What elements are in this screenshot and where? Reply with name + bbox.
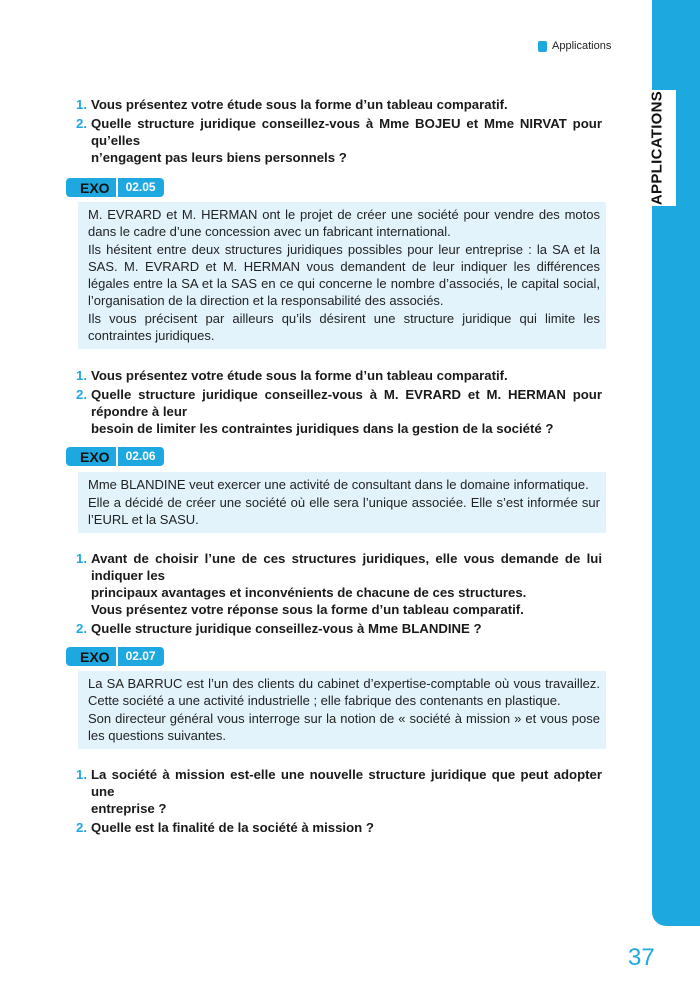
side-tab-label (638, 90, 676, 206)
question-list-0207 (76, 766, 602, 838)
question-number: 1. (76, 767, 87, 782)
question-number: 1. (76, 551, 87, 566)
statement-paragraph: Ils vous précisent par ailleurs qu’ils désirent une structure juridique qui limite les contraintes juridiques. (88, 311, 600, 343)
exo-code: 02.06 (116, 447, 164, 466)
question-number: 2. (76, 116, 87, 131)
statement-paragraph: Elle a décidé de créer une société où elle sera l’unique associée. Elle s’est informée sur l’EURL et la SASU. (88, 495, 600, 527)
question-text (91, 386, 602, 437)
statement-paragraph: Son directeur général vous interroge sur la notion de « société à mission » et vous pose les questions suivantes. (88, 711, 600, 743)
exo-heading-0207 (66, 647, 164, 666)
question-line: Vous présentez votre réponse sous la forme d’un tableau comparatif. (91, 602, 524, 617)
question-line: Quelle structure juridique conseillez-vous à Mme BOJEU et Mme NIRVAT pour qu’elles (91, 116, 602, 148)
exo-label: EXO (66, 447, 116, 466)
exo-statement-0205 (78, 202, 606, 349)
question-number: 2. (76, 820, 87, 835)
question-item (76, 550, 602, 618)
question-number: 1. (76, 368, 87, 383)
exo-statement-0206 (78, 472, 606, 533)
question-number: 2. (76, 387, 87, 402)
header-marker-icon (538, 41, 547, 52)
page-number: 37 (628, 944, 655, 971)
question-item (76, 386, 602, 437)
question-number: 1. (76, 97, 87, 112)
question-line: besoin de limiter les contraintes juridiques dans la gestion de la société ? (91, 421, 554, 436)
question-text (91, 550, 602, 618)
exo-code: 02.07 (116, 647, 164, 666)
question-item (76, 819, 602, 836)
statement-paragraph: M. EVRARD et M. HERMAN ont le projet de créer une société pour vendre des motos dans le cadre d’une concession avec un fabricant international. (88, 207, 600, 239)
exo-label: EXO (66, 178, 116, 197)
question-list-intro (76, 96, 602, 168)
exo-heading-0205 (66, 178, 164, 197)
question-number: 2. (76, 621, 87, 636)
question-text: Quelle est la finalité de la société à mission ? (91, 820, 374, 835)
question-line: Avant de choisir l’une de ces structures juridiques, elle vous demande de lui indiquer les (91, 551, 602, 583)
question-list-0205 (76, 367, 602, 439)
question-line: principaux avantages et inconvénients de chacune de ces structures. (91, 585, 527, 600)
question-line: Quelle structure juridique conseillez-vous à M. EVRARD et M. HERMAN pour répondre à leur (91, 387, 602, 419)
question-text: Quelle structure juridique conseillez-vous à Mme BLANDINE ? (91, 621, 482, 636)
exo-statement-0207 (78, 671, 606, 749)
header-label: Applications (552, 40, 612, 52)
statement-paragraph: Ils hésitent entre deux structures juridiques possibles pour leur entreprise : la SA et la SAS. M. EVRARD et M. HERMAN vous demandent de leur indiquer les différences légales entre la SA et la SAS en ce qui concerne le nombre d’associés, le capital social, l’organisation de la direction et la responsabilité des associés. (88, 242, 600, 308)
statement-paragraph: La SA BARRUC est l’un des clients du cabinet d’expertise-comptable où vous travaillez. Cette société a une activité industrielle ; elle fabrique des contenants en plastique. (88, 676, 600, 708)
question-list-0206 (76, 550, 602, 639)
statement-paragraph: Mme BLANDINE veut exercer une activité de consultant dans le domaine informatique. (88, 477, 589, 492)
exo-code: 02.05 (116, 178, 164, 197)
question-line: entreprise ? (91, 801, 167, 816)
question-text: Vous présentez votre étude sous la forme d’un tableau comparatif. (91, 97, 508, 112)
question-item (76, 367, 602, 384)
question-line: n’engagent pas leurs biens personnels ? (91, 150, 347, 165)
question-line: La société à mission est-elle une nouvelle structure juridique que peut adopter une (91, 767, 602, 799)
exo-label: EXO (66, 647, 116, 666)
question-text: Vous présentez votre étude sous la forme d’un tableau comparatif. (91, 368, 508, 383)
question-item (76, 96, 602, 113)
question-text (91, 115, 602, 166)
question-text (91, 766, 602, 817)
question-item (76, 766, 602, 817)
question-item (76, 620, 602, 637)
side-tab-text: APPLICATIONS (648, 90, 666, 206)
exo-heading-0206 (66, 447, 164, 466)
question-item (76, 115, 602, 166)
running-header (538, 40, 611, 52)
